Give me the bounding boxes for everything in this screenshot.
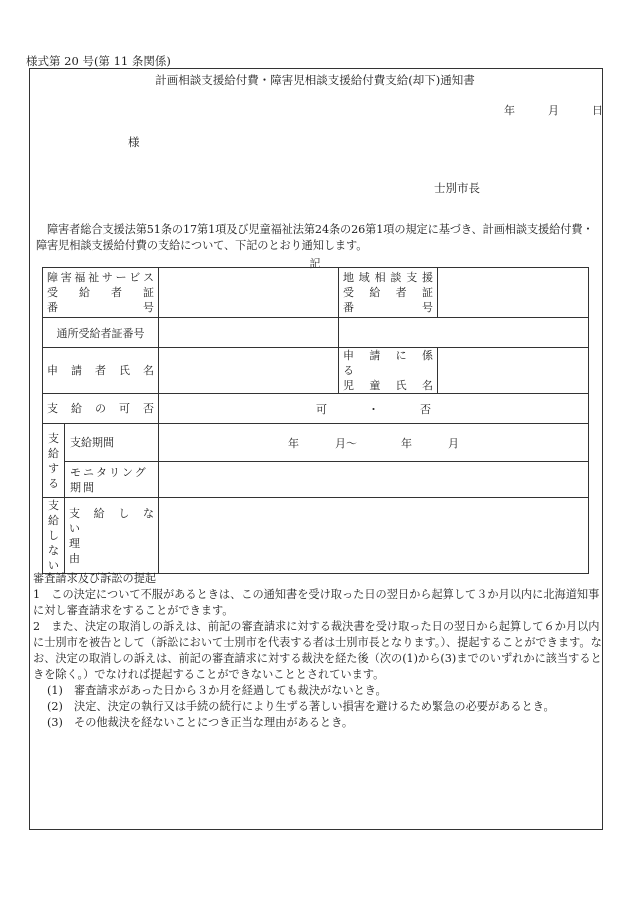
monitoring-label: モニタリング 期間 xyxy=(65,462,159,498)
applicant-row xyxy=(43,348,589,394)
date-year: 年 xyxy=(504,104,515,117)
appeal-item: (3) その他裁決を経ないことにつき正当な理由があるとき。 xyxy=(47,716,354,729)
form-number: 様式第 20 号(第 11 条関係) xyxy=(26,54,171,68)
cert-number-row xyxy=(43,268,589,318)
recipient-suffix: 様 xyxy=(128,135,140,149)
nogrant-reason-field[interactable] xyxy=(159,498,589,574)
appeal-section xyxy=(33,571,603,731)
period-field[interactable]: 年 月～ 年 月 xyxy=(159,424,589,462)
welfare-cert-number-field[interactable] xyxy=(159,268,339,318)
appeal-item: (2) 決定、決定の執行又は手続の続行により生ずる著しい損害を避けるため緊急の必要があるとき。 xyxy=(47,700,555,713)
notice-body: 障害者総合支援法第51条の17第1項及び児童福祉法第24条の26第1項の規定に基づき、計画相談支援給付費・障害児相談支援給付費の支給について、下記のとおり通知します。 xyxy=(36,223,594,252)
child-name-label: 申 請 に 係 る 児 童 氏 名 xyxy=(339,348,438,394)
applicant-name-field[interactable] xyxy=(159,348,339,394)
approval-separator: ・ xyxy=(368,402,379,416)
regional-cert-label: 地域相談支援 受 給 者 証 番 号 xyxy=(339,268,438,318)
notice-table xyxy=(42,267,589,574)
approval-label: 支 給 の 可 否 xyxy=(43,394,159,424)
appeal-item: (1) 審査請求があった日から３か月を経過しても裁決がないとき。 xyxy=(47,684,387,697)
issuer-name: 士別市長 xyxy=(434,181,480,195)
appeal-heading: 審査請求及び訴訟の提起 xyxy=(33,572,157,585)
nogrant-group-label: 支 給 し な い xyxy=(43,498,65,574)
approval-row xyxy=(43,394,589,424)
grant-group-label: 支 給 す る xyxy=(43,424,65,498)
monitoring-row xyxy=(43,462,589,498)
monitoring-field[interactable] xyxy=(159,462,589,498)
regional-cert-number-field[interactable] xyxy=(438,268,589,318)
period-row xyxy=(43,424,589,462)
appeal-para-2: 2 また、決定の取消しの訴えは、前記の審査請求に対する裁決書を受け取った日の翌日から起算して６か月以内に士別市を被告として（訴訟において士別市を代表する者は士別市長となります。）、提起することができます。なお、決定の取消しの訴えは、前記の審査請求に対する裁決を経た後（次の(1)から(3)までのいずれかに該当するときを除く。）でなければ提起することができないこととされています。 xyxy=(33,620,602,681)
commute-cert-number-field[interactable] xyxy=(159,318,339,348)
issue-date xyxy=(504,102,603,118)
document-title: 計画相談支援給付費・障害児相談支援給付費支給(却下)通知書 xyxy=(155,73,475,87)
approval-yes[interactable]: 可 xyxy=(316,402,327,416)
appeal-para-1: 1 この決定について不服があるときは、この通知書を受け取った日の翌日から起算して３か月以内に北海道知事に対し審査請求をすることができます。 xyxy=(33,588,600,617)
commute-cert-label: 通所受給者証番号 xyxy=(43,318,159,348)
date-month: 月 xyxy=(548,104,559,117)
date-day: 日 xyxy=(592,104,603,117)
child-name-field[interactable] xyxy=(438,348,589,394)
nogrant-row xyxy=(43,498,589,574)
applicant-name-label: 申 請 者 氏 名 xyxy=(43,348,159,394)
commute-cert-row xyxy=(43,318,589,348)
approval-choice[interactable] xyxy=(159,394,589,424)
welfare-cert-label: 障害福祉サービス 受 給 者 証 番 号 xyxy=(43,268,159,318)
commute-cert-blank xyxy=(339,318,589,348)
approval-no[interactable]: 否 xyxy=(420,402,431,416)
nogrant-reason-label: 支 給 し な い 理 由 xyxy=(65,498,159,574)
ki-heading: 記 xyxy=(309,257,321,270)
period-label: 支給期間 xyxy=(65,424,159,462)
